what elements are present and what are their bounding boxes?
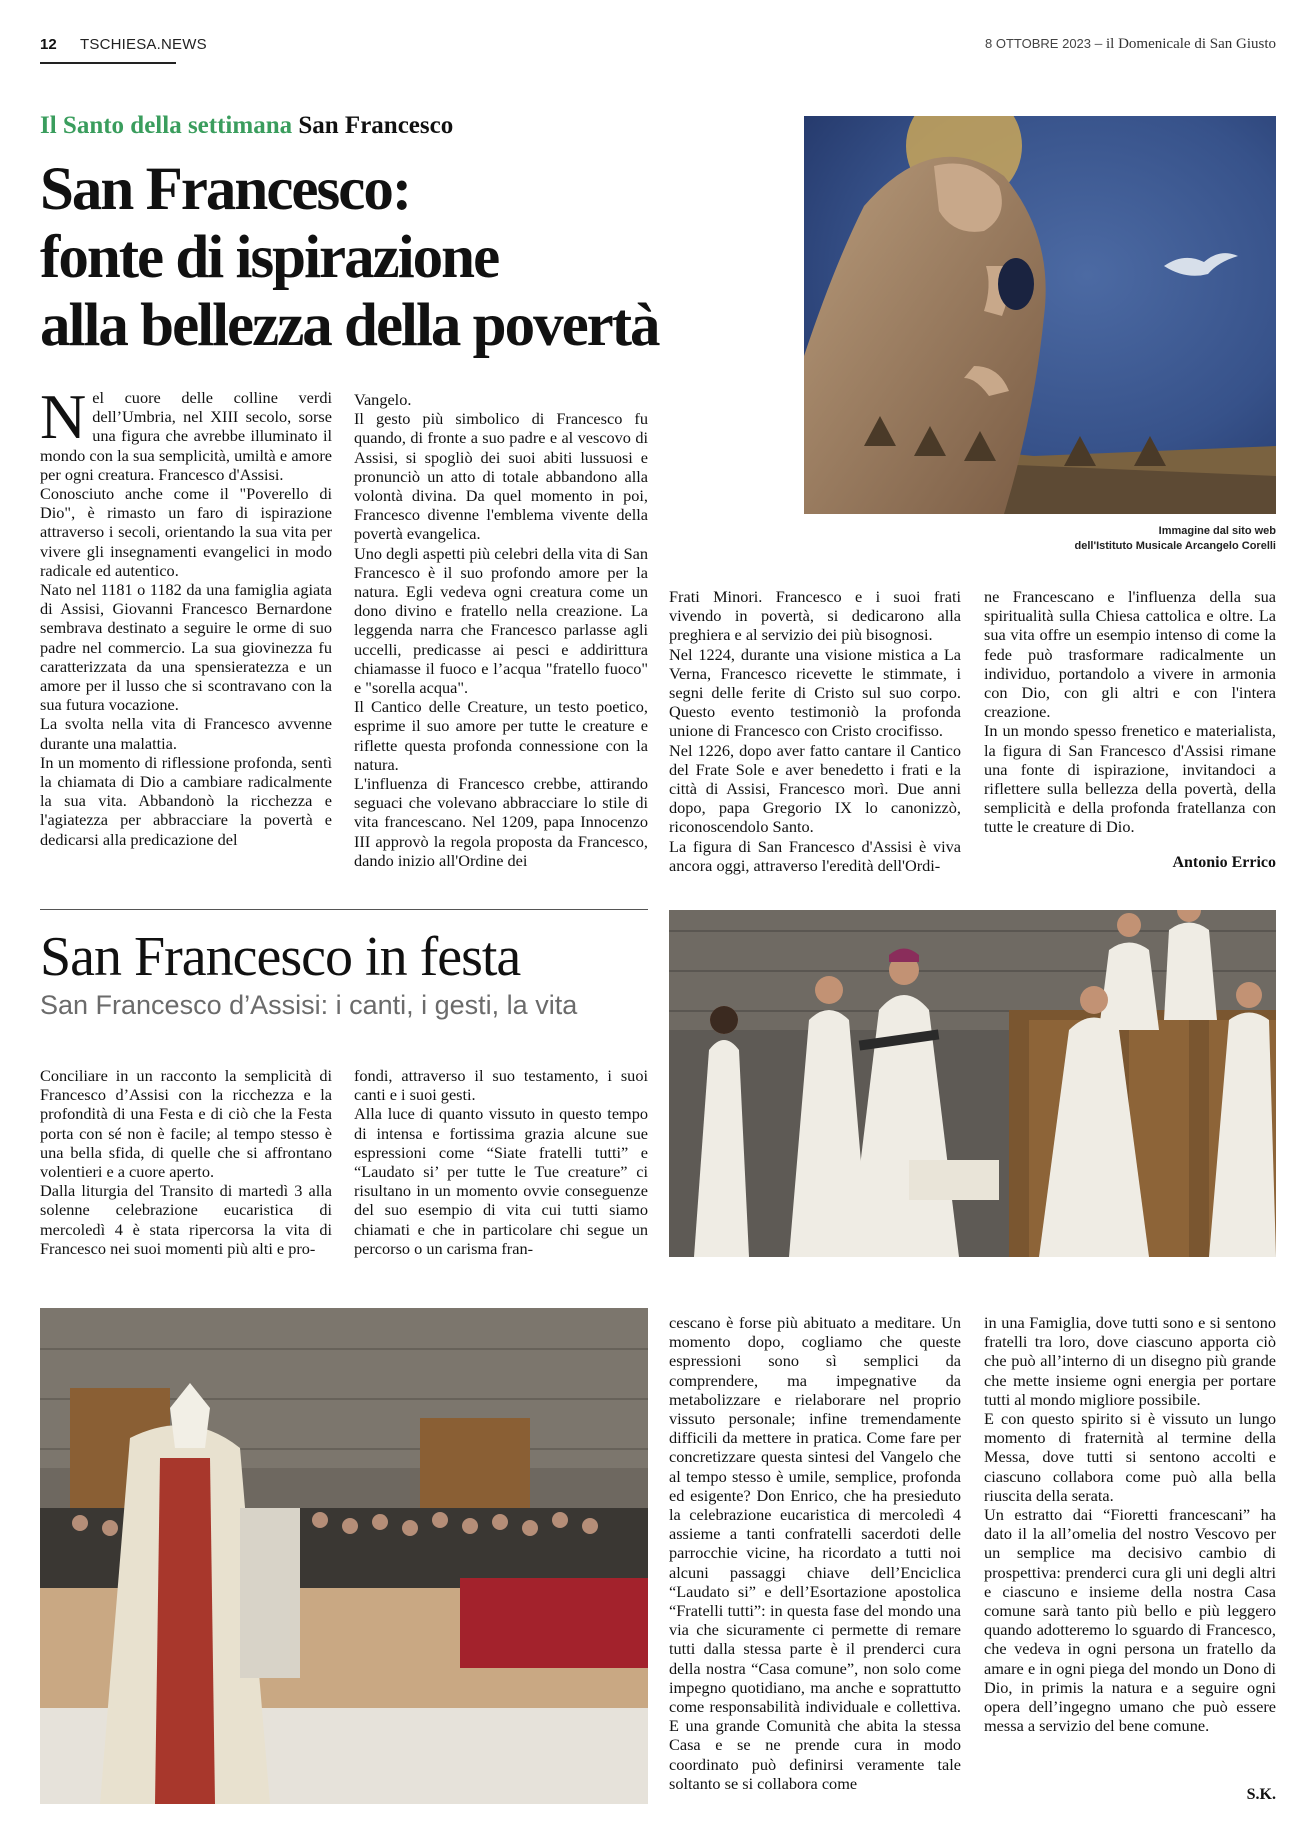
- section-divider: [40, 909, 648, 910]
- headline-line: San Francesco:: [40, 156, 411, 223]
- article2-column-4: [984, 1313, 1276, 1735]
- paragraph: Vangelo.: [354, 390, 412, 409]
- dropcap: N: [40, 381, 87, 452]
- header-right: [985, 36, 1276, 53]
- site-name[interactable]: TSCHIESA.NEWS: [80, 36, 207, 53]
- paragraph: Nel 1226, dopo aver fatto cantare il Cantico del Frate Sole e aver benedetto i frati e la città di Assisi, Francesco morì. Due anni dopo, papa Gregorio IX lo canonizzò, riconoscendolo Santo.: [669, 740, 961, 837]
- publication-name: il Domenicale di San Giusto: [1106, 36, 1276, 52]
- paragraph: In un momento di riflessione profonda, sentì la chiamata di Dio a cambiare radicalmente la sua vita. Abbandonò la ricchezza e l'agiatezza per abbracciare la povertà e dedicarsi alla predicazione del: [40, 752, 332, 849]
- paragraph: E con questo spirito si è vissuto un lungo momento di fraternità al termine della Messa, dove tutti si sentono accolti e ciascuno collabora come può alla bella riuscita della serata.: [984, 1409, 1276, 1505]
- article1-column-2: [354, 390, 648, 870]
- article1-column-1: [40, 381, 332, 849]
- article2-column-3: [669, 1313, 961, 1793]
- paragraph: Frati Minori. Francesco e i suoi frati vivendo in povertà, si dedicarono alla preghiera e al servizio dei più bisognosi.: [669, 587, 961, 645]
- paragraph: Dalla liturgia del Transito di martedì 3 alla solenne celebrazione eucaristica di mercoledì 4 è stata ripercorsa la vita di Francesco nei suoi momenti più alti e pro-: [40, 1181, 332, 1258]
- article1-author: Antonio Errico: [1172, 853, 1276, 871]
- paragraph: ne Francescano e l'influenza della sua spiritualità sulla Chiesa cattolica e oltre. La sua vita offre un esempio intenso di come la fede può trasformare radicalmente un individuo, portandolo a vivere in armonia con Dio, con gli altri e con l'intera creazione.: [984, 587, 1276, 722]
- header-separator: –: [1091, 36, 1107, 52]
- article1-kicker: [40, 112, 453, 140]
- article2-image-congregation[interactable]: [40, 1308, 648, 1804]
- congregation-photo: [40, 1308, 648, 1804]
- paragraph: in una Famiglia, dove tutti sono e si sentono fratelli tra loro, dove ciascuno apporta ciò che può all’interno di un disegno più grande che mette insieme ogni energia per portare tutti al mondo migliore possibile.: [984, 1313, 1276, 1409]
- paragraph: La svolta nella vita di Francesco avvenne durante una malattia.: [40, 714, 332, 753]
- header-rule: [40, 62, 176, 64]
- page-number: 12: [40, 36, 57, 53]
- paragraph: La figura di San Francesco d'Assisi è viva ancora oggi, attraverso l'eredità dell'Ordi-: [669, 836, 961, 875]
- article2-author: S.K.: [1246, 1786, 1276, 1803]
- paragraph: Nel 1224, durante una visione mistica a La Verna, Francesco ricevette le stimmate, i segni delle ferite di Cristo sul suo corpo. Questo evento testimoniò la profonda unione di Francesco con Cristo crocifisso.: [669, 644, 961, 741]
- article2-headline: San Francesco in festa: [40, 926, 521, 988]
- article1-column-3: [669, 587, 961, 875]
- article2-subheadline: San Francesco d’Assisi: i canti, i gesti, la vita: [40, 990, 578, 1020]
- paragraph: Conosciuto anche come il "Poverello di Dio", è rimasto un faro di ispirazione attraverso i secoli, orientando la sua vita per vivere gli insegnamenti evangelici in modo radicale ed autentico.: [40, 484, 332, 580]
- paragraph: Il Cantico delle Creature, un testo poetico, esprime il suo amore per tutte le creature e riflette questa profonda connessione con la natura.: [354, 697, 648, 774]
- paragraph: L'influenza di Francesco crebbe, attirando seguaci che volevano abbracciare lo stile di vita francescano. Nel 1209, papa Innocenzo III approvò la regola proposta da Francesco, dando inizio all'Ordine dei: [354, 774, 648, 870]
- issue-date: 8 OTTOBRE 2023: [985, 36, 1092, 51]
- article1-image[interactable]: [804, 116, 1276, 514]
- article1-image-caption: Immagine dal sito web dell'Istituto Musicale Arcangelo Corelli: [1074, 525, 1276, 552]
- paragraph: Un estratto dai “Fioretti francescani” ha dato il la all’omelia del nostro Vescovo per un semplice ma decisivo cambio di prospettiva: prenderci cura gli uni degli altri e ciascuno e insieme della nostra Casa comune sarà tanto più bello e più leggero quando adotteremo lo sguardo di Francesco, che vedeva in ogni persona un fratello da amare e in ogni piega del mondo un Dono di Dio, in primis la natura e a seguire ogni opera dell’ingegno umano che può essere messa a servizio del bene comune.: [984, 1505, 1276, 1736]
- article1-headline: [40, 156, 800, 360]
- fresco-illustration: [804, 116, 1276, 514]
- paragraph: Alla luce di quanto vissuto in questo tempo di intensa e fortissima grazia alcune sue espressioni come “Siate fratelli tutti” e “Laudato si’ per tutte le Tue creature” ci risultano in un momento ovvie conseguenze del suo esempio di vita cui tutti siamo chiamati e che in particolare chi segue un percorso o un carisma fran-: [354, 1104, 648, 1258]
- paragraph: Uno degli aspetti più celebri della vita di San Francesco è il suo profondo amore per la natura. Egli vedeva ogni creatura come un dono divino e fratello nella creazione. La leggenda narra che Francesco parlasse agli uccelli, predicasse ai pesci e addirittura chiamasse il fuoco e l’acqua "fratello fuoco" e "sorella acqua".: [354, 543, 648, 698]
- paragraph: fondi, attraverso il suo testamento, i suoi canti e i suoi gesti.: [354, 1066, 648, 1105]
- kicker-subject: San Francesco: [298, 112, 454, 139]
- paragraph: In un mondo spesso frenetico e materialista, la figura di San Francesco d'Assisi rimane una fonte di ispirazione, invitandoci a riflettere sulla bellezza della povertà, della semplicità e della profonda fratellanza con tutte le creature di Dio.: [984, 721, 1276, 837]
- paragraph: Il gesto più simbolico di Francesco fu quando, di fronte a suo padre e al vescovo di Assisi, si spogliò dei suoi abiti lussuosi e pronunciò un atto di totale abbandono alla volontà divina. Da quel momento in poi, Francesco divenne l'emblema vivente della povertà evangelica.: [354, 409, 648, 544]
- article1-column-4: [984, 587, 1276, 872]
- headline-line: fonte di ispirazione: [40, 224, 499, 291]
- kicker-rubric: Il Santo della settimana: [40, 112, 293, 139]
- paragraph: cescano è forse più abituato a meditare. Un momento dopo, cogliamo che queste espressioni sono sì semplici da comprendere, ma impegnative da metabolizzare e rielaborare nel proprio vissuto personale; infine tremendamente difficili da mettere in pratica. Come fare per concretizzare questa sintesi del Vangelo che al tempo stesso è umile, semplice, profonda ed esigente? Don Enrico, che ha presieduto la celebrazione eucaristica di mercoledì 4 assieme a tanti confratelli sacerdoti delle parrocchie vicine, ha ricordato a tutti noi alcuni passaggi chiave dell’Enciclica “Laudato si” e dell’Esortazione apostolica “Fratelli tutti”: in questa fase del mondo una via che sicuramente ci permette di remare tutti dalla stessa parte è il prenderci cura della nostra “Casa comune”, non solo come impegno quotidiano, ma anche e soprattutto come responsabilità individuale e collettiva. E una grande Comunità che abita la stessa Casa e se ne prende cura in modo coordinato può definirsi veramente tale soltanto se si collabora come: [669, 1313, 961, 1793]
- paragraph: Nel cuore delle colline verdi dell’Umbria, nel XIII secolo, sorse una figura che avrebbe illuminato il mondo con la sua semplicità, umiltà e amore per ogni creatura. Francesco d'Assisi.: [40, 381, 332, 484]
- article2-column-2: [354, 1066, 648, 1258]
- article2-image-clergy[interactable]: [669, 910, 1276, 1257]
- clergy-photo: [669, 910, 1276, 1257]
- headline-line: alla bellezza della povertà: [40, 292, 659, 359]
- article2-column-1: [40, 1066, 332, 1258]
- paragraph: Conciliare in un racconto la semplicità di Francesco d’Assisi con la ricchezza e la profondità di una Festa e di ciò che la Festa porta con sé non è facile; al tempo stesso è una bella sfida, di quelle che si affrontano volentieri e a cuore aperto.: [40, 1066, 332, 1182]
- paragraph: Nato nel 1181 o 1182 da una famiglia agiata di Assisi, Giovanni Francesco Bernardone sembrava destinato a seguire le orme di suo padre nel commercio. La sua giovinezza fu caratterizzata da una spensieratezza e un amore per il lusso che si scontravano con la sua futura vocazione.: [40, 580, 332, 715]
